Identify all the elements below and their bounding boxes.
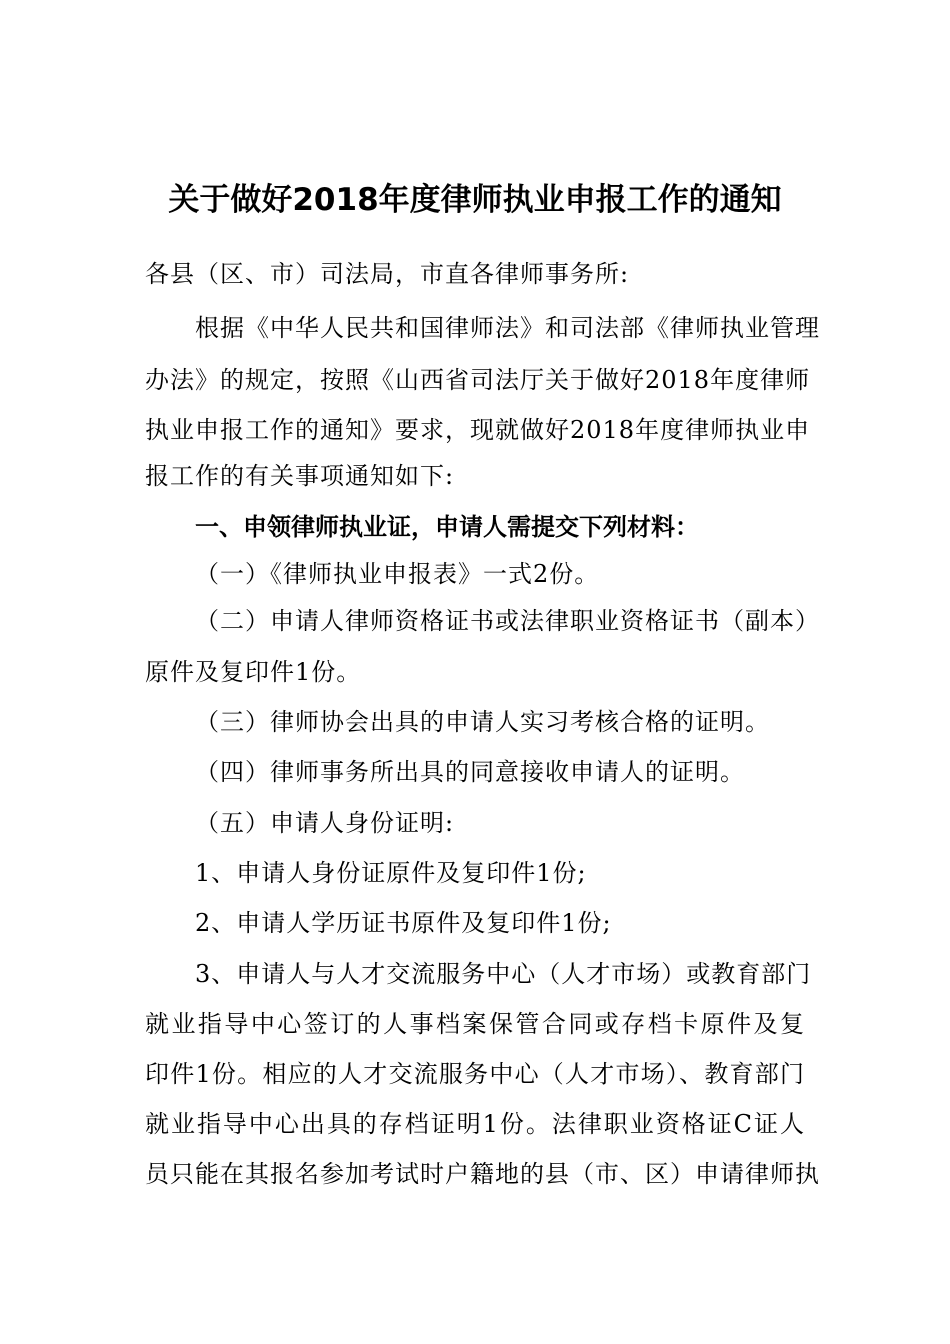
item-4: （四）律师事务所出具的同意接收申请人的证明。 [195, 758, 745, 786]
intro-line-1: 根据《中华人民共和国律师法》和司法部《律师执业管理 [195, 314, 820, 342]
salutation: 各县（区、市）司法局，市直各律师事务所: [145, 260, 630, 288]
item-2-line-1: （二）申请人律师资格证书或法律职业资格证书（副本） [195, 607, 820, 635]
item-5: （五）申请人身份证明: [195, 809, 455, 837]
item-1: （一）《律师执业申报表》一式2份。 [195, 560, 600, 588]
document-title: 关于做好2018年度律师执业申报工作的通知 [168, 182, 782, 218]
sub-item-2: 2、申请人学历证书原件及复印件1份; [195, 909, 612, 937]
sub-item-3-line-4: 就业指导中心出具的存档证明1份。法律职业资格证C证人 [145, 1110, 805, 1138]
intro-line-3: 执业申报工作的通知》要求，现就做好2018年度律师执业申 [145, 416, 811, 444]
item-2-line-2: 原件及复印件1份。 [145, 658, 362, 686]
sub-item-3-line-3: 印件1份。相应的人才交流服务中心（人才市场）、教育部门 [145, 1060, 805, 1088]
intro-line-4: 报工作的有关事项通知如下: [145, 462, 455, 490]
section-heading: 一、申领律师执业证，申请人需提交下列材料： [195, 513, 699, 541]
sub-item-3-line-5: 员只能在其报名参加考试时户籍地的县（市、区）申请律师执 [145, 1160, 820, 1188]
sub-item-3-line-2: 就业指导中心签订的人事档案保管合同或存档卡原件及复 [145, 1010, 805, 1038]
intro-line-2: 办法》的规定，按照《山西省司法厅关于做好2018年度律师 [145, 366, 811, 394]
item-3: （三）律师协会出具的申请人实习考核合格的证明。 [195, 708, 770, 736]
sub-item-1: 1、申请人身份证原件及复印件1份; [195, 859, 587, 887]
sub-item-3-line-1: 3、申请人与人才交流服务中心（人才市场）或教育部门 [195, 960, 812, 988]
